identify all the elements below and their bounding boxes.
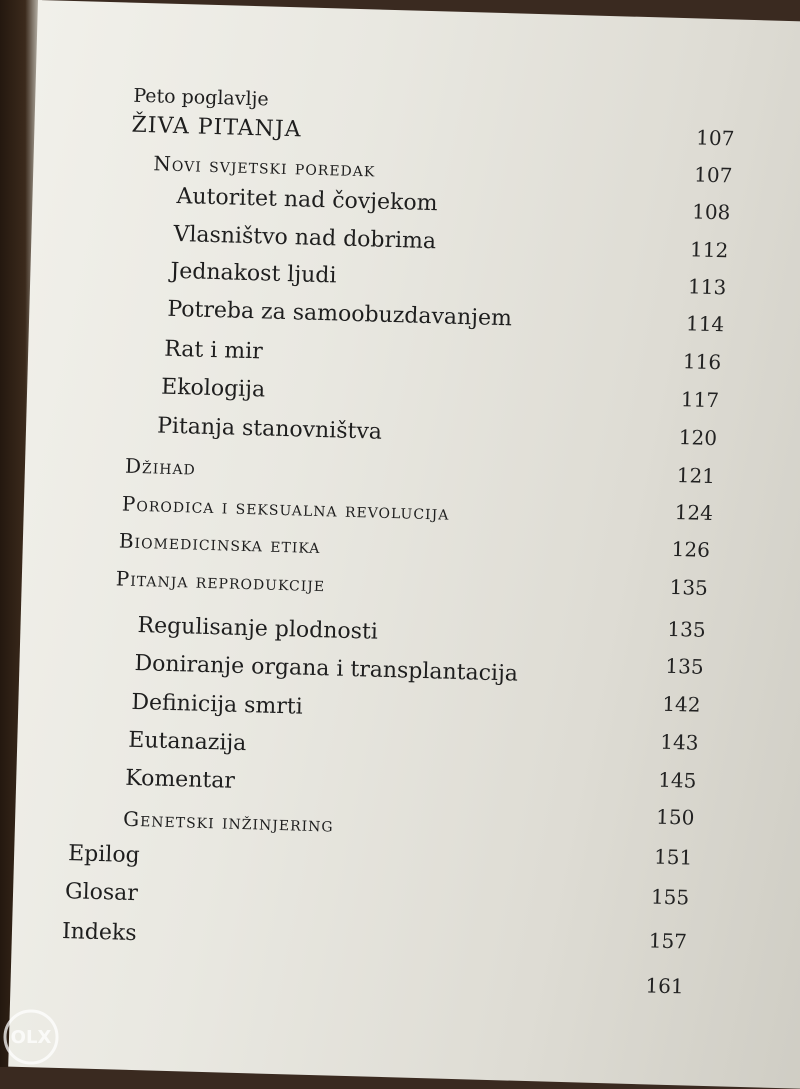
page-number: 150	[655, 804, 695, 830]
page-number: 113	[687, 274, 727, 300]
toc-entry-porodica: Porodica i seksualna revolucija	[121, 491, 450, 525]
page-number: 151	[653, 844, 693, 870]
page-number: 142	[662, 691, 701, 717]
page-number: 116	[682, 349, 722, 375]
toc-entry-transplantacija: Doniranje organa i transplantacija	[134, 650, 519, 687]
toc-entry-jednakost: Jednakost ljudi	[170, 258, 337, 289]
toc-entry-epilog: Epilog	[67, 841, 141, 869]
toc-entry-stanovnistvo: Pitanja stanovništva	[156, 413, 383, 445]
page-number: 143	[660, 729, 699, 755]
page-number: 124	[674, 499, 714, 526]
chapter-label: Peto poglavlje	[133, 84, 270, 111]
page-number: 155	[650, 884, 690, 910]
page-number: 114	[685, 311, 725, 337]
book-page	[8, 0, 800, 1089]
toc-entry-ekologija: Ekologija	[160, 374, 266, 403]
toc-entry-komentar: Komentar	[124, 765, 236, 794]
page-number: 117	[680, 387, 720, 413]
toc-entry-definicija-smrti: Definicija smrti	[131, 689, 304, 720]
chapter-title: ŽIVA PITANJA	[131, 112, 302, 143]
toc-entry-autoritet: Autoritet nad čovjekom	[176, 183, 438, 217]
toc-entry-samoobuzdavanje: Potreba za samoobuzdavanjem	[167, 296, 513, 332]
olx-watermark-logo	[2, 1008, 60, 1066]
page-number: 108	[691, 199, 731, 225]
toc-entry-vlasnistvo: Vlasništvo nad dobrima	[173, 221, 437, 255]
page-number: 145	[657, 767, 697, 793]
page-number: 107	[695, 125, 735, 151]
page-number: 120	[678, 425, 718, 451]
toc-entry-biomedicinska-etika: Biomedicinska etika	[118, 528, 321, 559]
page-number: 135	[667, 616, 707, 642]
page-number: 135	[665, 653, 704, 679]
toc-entry-novi-svjetski-poredak: Novi svjetski poredak	[153, 151, 376, 182]
toc-entry-glosar: Glosar	[64, 879, 139, 907]
page-number: 121	[676, 463, 716, 489]
page-number: 161	[645, 973, 685, 999]
toc-entry-rat-i-mir: Rat i mir	[163, 336, 264, 365]
page-number: 157	[648, 928, 688, 954]
page-number: 107	[693, 162, 733, 188]
page-number: 112	[689, 237, 729, 263]
page-number: 135	[669, 574, 709, 600]
toc-entry-dzihad: Džihad	[124, 453, 197, 480]
toc-entry-indeks: Indeks	[61, 919, 137, 947]
toc-entry-reprodukcija: Pitanja reprodukcije	[115, 566, 326, 597]
svg-text:OLX: OLX	[10, 1027, 52, 1048]
toc-entry-genetski-inzinjering: Genetski inžinjering	[122, 806, 335, 837]
toc-entry-eutanazija: Eutanazija	[128, 727, 247, 757]
page-number: 126	[671, 536, 711, 562]
toc-entry-plodnost: Regulisanje plodnosti	[137, 613, 379, 645]
